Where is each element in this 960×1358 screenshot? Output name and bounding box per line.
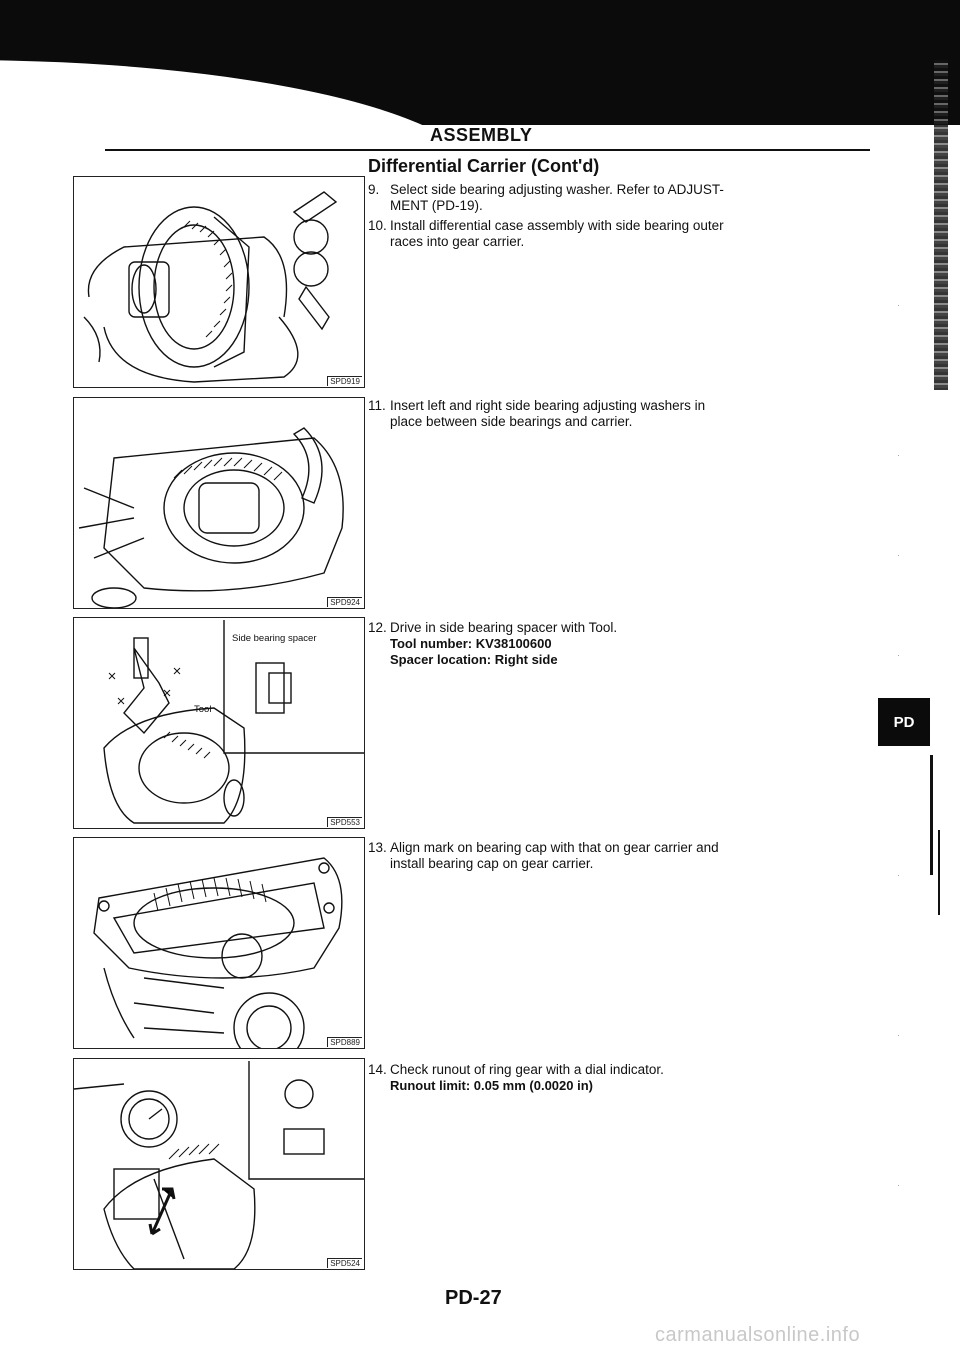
figure-side-bearing-washer bbox=[73, 176, 365, 388]
figure-adjusting-washers bbox=[73, 397, 365, 609]
figure-code: SPD889 bbox=[327, 1037, 362, 1047]
figure-illustration bbox=[74, 618, 364, 828]
figure-spacer-tool bbox=[73, 617, 365, 829]
spec-tool-number: Tool number: KV38100600 bbox=[390, 636, 552, 651]
index-mark: · bbox=[897, 1180, 900, 1190]
figure-illustration bbox=[74, 398, 364, 608]
step-14 bbox=[368, 1062, 878, 1094]
step-text: Select side bearing adjusting washer. Refer to ADJUST- bbox=[390, 182, 724, 197]
label-tool: Tool bbox=[194, 704, 212, 715]
figure-code: SPD919 bbox=[327, 376, 362, 386]
step-12 bbox=[368, 620, 878, 668]
step-text: Insert left and right side bearing adjusting washers in bbox=[390, 398, 706, 413]
step-number: 13. bbox=[368, 840, 387, 855]
figure-illustration bbox=[74, 838, 364, 1048]
watermark: carmanualsonline.info bbox=[655, 1324, 861, 1346]
label-side-bearing-spacer: Side bearing spacer bbox=[232, 633, 317, 644]
margin-bar-secondary bbox=[938, 830, 940, 915]
index-mark: · bbox=[897, 450, 900, 460]
step-number: 12. bbox=[368, 620, 387, 635]
step-text: Install differential case assembly with side bearing outer bbox=[390, 218, 724, 233]
subsection-title: Differential Carrier (Cont'd) bbox=[368, 156, 600, 176]
section-tab-pd: PD bbox=[878, 698, 930, 746]
figure-code: SPD524 bbox=[327, 1258, 362, 1268]
index-mark: · bbox=[897, 870, 900, 880]
figure-illustration bbox=[74, 177, 364, 387]
step-text: Align mark on bearing cap with that on gear carrier and bbox=[390, 840, 719, 855]
section-title: ASSEMBLY bbox=[430, 125, 533, 145]
page-number: PD-27 bbox=[445, 1287, 502, 1309]
index-mark: · bbox=[897, 1030, 900, 1040]
figure-bearing-cap bbox=[73, 837, 365, 1049]
index-mark: · bbox=[897, 550, 900, 560]
margin-bar bbox=[930, 755, 933, 875]
step-text: Check runout of ring gear with a dial indicator. bbox=[390, 1062, 664, 1077]
step-13 bbox=[368, 840, 878, 872]
spec-runout-limit: Runout limit: 0.05 mm (0.0020 in) bbox=[390, 1078, 593, 1093]
step-number: 14. bbox=[368, 1062, 387, 1077]
figure-dial-indicator bbox=[73, 1058, 365, 1270]
step-11 bbox=[368, 398, 878, 430]
spec-spacer-location: Spacer location: Right side bbox=[390, 652, 558, 667]
header-rule bbox=[105, 149, 870, 151]
step-9 bbox=[368, 182, 878, 214]
step-number: 9. bbox=[368, 182, 380, 197]
index-mark: · bbox=[897, 650, 900, 660]
binding-edge bbox=[934, 60, 948, 390]
step-text: Drive in side bearing spacer with Tool. bbox=[390, 620, 618, 635]
step-number: 10. bbox=[368, 218, 387, 233]
step-text-continued: place between side bearings and carrier. bbox=[390, 414, 633, 429]
step-number: 11. bbox=[368, 398, 386, 413]
figure-code: SPD924 bbox=[327, 597, 362, 607]
index-mark: · bbox=[897, 300, 900, 310]
step-10 bbox=[368, 218, 878, 250]
step-text-continued: install bearing cap on gear carrier. bbox=[390, 856, 594, 871]
figure-code: SPD553 bbox=[327, 817, 362, 827]
step-text-continued: MENT (PD-19). bbox=[390, 198, 483, 213]
step-text-continued: races into gear carrier. bbox=[390, 234, 525, 249]
figure-illustration bbox=[74, 1059, 364, 1269]
